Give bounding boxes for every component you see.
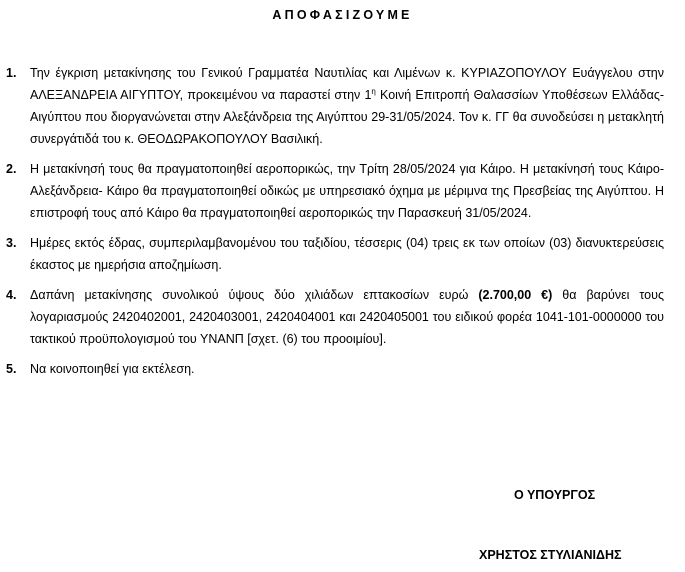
item-text-part: Την έγκριση μετακίνησης του Γενικού Γραμματέα Ναυτιλίας και Λιμένων κ. ΚΥΡΙΑΖΟΠΟΥΛΟΥ Ευάγγελου στην ΑΛΕΞΑΝΔΡΕΙΑ ΑΙΓΥΠΤΟΥ, προκειμένου να παραστεί στην 1 bbox=[30, 66, 664, 102]
signer-name: ΧΡΗΣΤΟΣ ΣΤΥΛΙΑΝΙΔΗΣ bbox=[479, 548, 622, 562]
item-text: Ημέρες εκτός έδρας, συμπεριλαμβανομένου του ταξιδίου, τέσσερις (04) τρεις εκ των οποίων (03) διανυκτερεύσεις έκαστος με ημερήσια αποζημίωση. bbox=[30, 236, 664, 272]
decision-item bbox=[0, 158, 685, 224]
item-number: 2. bbox=[6, 162, 17, 176]
cost-amount: (2.700,00 €) bbox=[478, 288, 553, 302]
item-text-part: Δαπάνη μετακίνησης συνολικού ύψους δύο χιλιάδων επτακοσίων ευρώ bbox=[30, 288, 479, 302]
decision-item bbox=[0, 232, 685, 276]
item-number: 5. bbox=[6, 362, 17, 376]
item-text-part: Κοινή Επιτροπή Θαλασσίων Υποθέσεων Ελλάδας-Αιγύπτου που διοργανώνεται στην Αλεξάνδρεια της Αιγύπτου 29-31/05/2024. Τον κ. ΓΓ θα συνοδεύσει η μετακλητή συνεργάτιδά του κ. ΘΕΟΔΩΡΑΚΟΠΟΥΛΟΥ Βασιλική. bbox=[30, 88, 665, 146]
item-text: Η μετακίνησή τους θα πραγματοποιηθεί αεροπορικώς, την Τρίτη 28/05/2024 για Κάιρο. Η μετακίνησή τους Κάιρο-Αλεξάνδρεια- Κάιρο θα πραγματοποιηθεί οδικώς με υπηρεσιακό όχημα με μέριμνα της Πρεσβείας της Αιγύπτου. Η επιστροφή τους από Κάιρο θα πραγματοποιηθεί αεροπορικώς την Παρασκευή 31/05/2024. bbox=[30, 162, 664, 220]
decision-heading: ΑΠΟΦΑΣΙΖΟΥΜΕ bbox=[272, 8, 413, 22]
item-number: 4. bbox=[6, 288, 17, 302]
decision-item bbox=[0, 284, 685, 350]
item-text bbox=[30, 62, 664, 150]
item-number: 3. bbox=[6, 236, 17, 250]
item-text bbox=[30, 284, 664, 350]
decision-item bbox=[0, 358, 685, 380]
decision-item bbox=[0, 62, 685, 150]
ordinal-superscript: η bbox=[371, 86, 376, 96]
decision-items-list bbox=[0, 62, 685, 388]
signer-title: Ο ΥΠΟΥΡΓΟΣ bbox=[514, 488, 596, 502]
item-text: Να κοινοποιηθεί για εκτέλεση. bbox=[30, 362, 195, 376]
item-number: 1. bbox=[6, 66, 17, 80]
item-text-part: θα βαρύνει τους λογαριασμούς 2420402001, 2420403001, 2420404001 και 2420405001 του ειδικού φορέα 1041-101-0000000 του τακτικού προϋπολογισμού του ΥΝΑΝΠ [σχετ. (6) του προοιμίου]. bbox=[30, 288, 664, 346]
